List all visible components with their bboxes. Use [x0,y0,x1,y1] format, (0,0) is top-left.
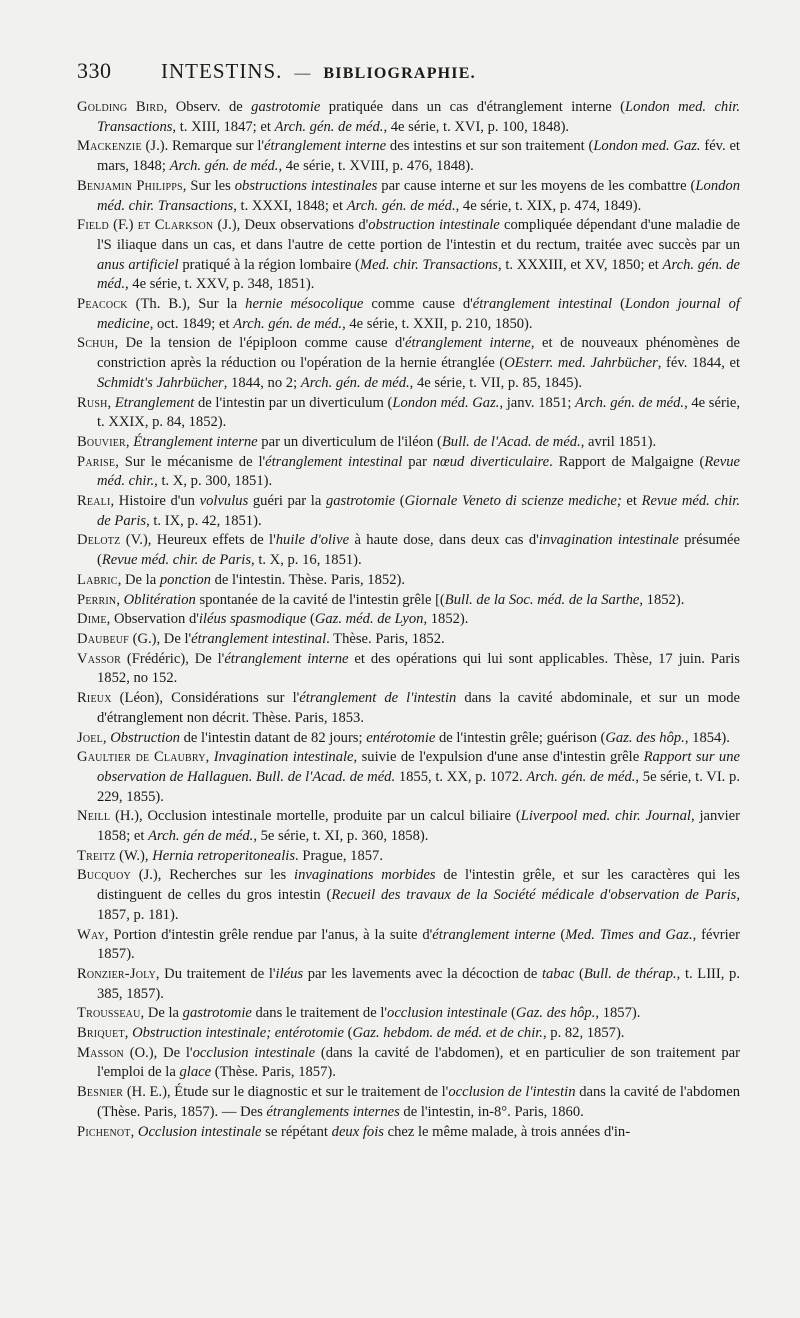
entry-author: Rieux [77,690,112,707]
entry-text: dans le traitement de l' [251,1005,388,1022]
entry-text: , 1852). [423,611,469,628]
bibliography-entry [77,610,740,630]
bibliography-entry [77,1024,740,1044]
entry-italic-text: Rapport sur une observation de Hallaguen. Bull. de l'Acad. de méd. [97,749,740,785]
entry-author: Parise [77,453,116,470]
entry-text: ( [574,965,584,982]
entry-author: Schuh [77,335,115,352]
entry-author: Daubeuf [77,630,129,647]
entry-italic-text: Gaz. hebdom. de méd. et de chir. [352,1025,543,1042]
entry-italic-text: Recueil des travaux de la Société médicale d'observation de Paris [331,887,737,904]
entry-text: de l'intestin, in-8°. Paris, 1860. [399,1103,584,1120]
entry-text: (Th. B.), Sur la [127,296,246,313]
running-title-main: INTESTINS. [161,59,283,83]
entry-text: , et de nouveaux phénomènes de constriction après la réduction ou l'opération de la hernie étranglée ( [97,335,740,372]
entry-italic-text: étranglement interne [404,335,531,352]
entry-text: (dans la cavité de l'abdomen), et en particulier de son traitement par l'emploi de la [97,1044,740,1081]
entry-author: Gaultier de Claubry [77,749,206,766]
bibliography-list [77,98,740,1142]
entry-text: , Observation d' [106,611,199,628]
entry-author: Reali [77,493,111,510]
bibliography-entry [77,866,740,925]
entry-author: Ronzier-Joly [77,965,156,982]
entry-text: , 4e série, t. XXIX, p. 84, 1852). [97,394,741,431]
entry-text: de l'intestin datant de 82 jours; [179,729,367,746]
entry-italic-text: Étranglement interne [133,433,258,450]
bibliography-entry [77,807,740,846]
entry-author: Mackenzie [77,138,142,155]
entry-text: , Sur les [182,177,235,194]
entry-author: Rush [77,394,108,411]
entry-italic-text: Arch. gén. de méd. [274,118,384,135]
bibliography-entry [77,689,740,728]
bibliography-entry [77,650,740,689]
entry-author: Perrin [77,591,117,608]
bibliography-entry [77,630,740,650]
entry-italic-text: occlusion intestinale [387,1005,508,1022]
bibliography-entry [77,433,740,453]
entry-italic-text: London méd. Gaz. [392,394,500,411]
bibliography-entry [77,334,740,393]
entry-italic-text: Revue méd. chir. de Paris [97,493,740,529]
running-header [77,58,740,98]
entry-text: des intestins et sur son traitement ( [386,138,594,155]
entry-text: , janvier 1858; et [97,808,740,845]
entry-italic-text: Giornale Veneto di scienze mediche; [404,493,622,510]
entry-italic-text: Occlusion intestinale [137,1123,262,1140]
entry-text: , [205,749,214,766]
entry-italic-text: Liverpool med. chir. Journal [520,808,691,825]
bibliography-entry [77,847,740,867]
entry-italic-text: Obstruction [110,729,180,746]
entry-text: , De la tension de l'épiploon comme cause d' [114,335,405,352]
entry-italic-text: étranglement intestinal [191,630,327,647]
entry-text: , avril 1851). [580,433,657,450]
entry-text: , t. X, p. 300, 1851). [154,473,273,490]
entry-italic-text: étranglement intestinal [265,453,403,470]
entry-italic-text: Gaz. méd. de Lyon [314,611,424,628]
entry-italic-text: Arch. gén. de méd. [300,374,410,391]
entry-author: Benjamin Philipps [77,177,183,194]
entry-italic-text: huile d'olive [275,532,350,549]
entry-text: dans la cavité de l'abdomen (Thèse. Paris, 1857). — Des [97,1084,740,1120]
entry-text: , [125,433,134,450]
bibliography-entry [77,591,740,611]
entry-text: , 5e série, t. XI, p. 360, 1858). [253,828,429,845]
entry-text: présumée ( [97,532,740,569]
entry-author: et Clarkson [137,217,214,234]
entry-text: ( [306,611,315,628]
entry-author: Bouvier [77,433,126,450]
entry-italic-text: Gaz. des hôp. [605,729,685,746]
entry-text: (H. E.), Étude sur le diagnostic et sur le traitement de l' [123,1084,449,1101]
bibliography-entry [77,216,740,295]
entry-author: Masson [77,1044,124,1061]
entry-italic-text: London journal of medicine [97,296,740,332]
entry-italic-text: Obstruction intestinale; entérotomie [132,1025,344,1042]
entry-italic-text: Bull. de la Soc. méd. de la Sarthe [444,591,640,608]
entry-text: , 1852). [639,591,685,608]
entry-text: , t. XXXIII, et XV, 1850; et [497,256,663,273]
entry-text: , De la [117,571,160,588]
entry-text: chez le même malade, à trois années d'in- [383,1123,631,1140]
bibliography-entry [77,531,740,570]
entry-text: , [116,591,124,608]
entry-text: , 4e série, t. XXV, p. 348, 1851). [124,276,315,293]
entry-text: (J.), Deux observations d' [213,217,369,234]
entry-text: , janv. 1851; [499,394,576,411]
bibliography-entry [77,965,740,1004]
entry-text: par un diverticulum de l'iléon ( [257,433,442,450]
entry-text: (J.). Remarque sur l' [141,138,265,155]
entry-text: et [621,493,642,510]
entry-italic-text: Med. chir. Transactions [359,256,498,273]
entry-italic-text: London med. Gaz. [593,138,701,155]
entry-text: et des opérations qui lui sont applicables. Thèse, 17 juin. Paris 1852, no 152. [97,650,740,687]
entry-italic-text: entérotomie [366,729,436,746]
entry-text: pratiqué à la région lombaire ( [178,256,360,273]
entry-italic-text: volvulus [199,493,249,510]
entry-author: Joel [77,729,103,746]
entry-text: , 1857). [595,1005,641,1022]
entry-author: Peacock [77,296,128,313]
entry-text: , [124,1025,133,1042]
entry-author: Neill [77,808,111,825]
bibliography-entry [77,1044,740,1083]
entry-italic-text: anus artificiel [97,256,179,273]
bibliography-entry [77,1123,740,1143]
entry-text: , Du traitement de l' [155,965,276,982]
entry-text: par les lavements avec la décoction de [303,965,542,982]
entry-italic-text: Arch. gén. de méd. [97,256,741,293]
page-number: 330 [77,58,112,83]
entry-text: , fév. 1844, et [657,355,741,372]
entry-author: Besnier [77,1084,124,1101]
entry-text: , 5e série, t. VI. p. 229, 1855). [97,768,740,805]
entry-text: , [130,1123,138,1140]
entry-italic-text: occlusion intestinale [192,1044,316,1061]
entry-italic-text: Invagination intestinale [213,749,354,766]
entry-text: , Sur le mécanisme de l' [115,453,266,470]
entry-italic-text: Bull. de thérap. [583,965,677,982]
entry-italic-text: obstructions intestinales [234,177,378,194]
entry-italic-text: Arch. gén. de méd. [169,158,279,175]
entry-text: compliquée dépendant d'une maladie de l'S iliaque dans un cas, et dans l'autre de cette portion de l'intestin et du rectum, traitée avec succès par un [97,217,740,253]
entry-text: , 4e série, t. XVI, p. 100, 1848). [383,118,570,135]
entry-text: ( [612,296,625,313]
bibliography-entry [77,748,740,807]
bibliography-entry [77,137,740,176]
entry-italic-text: Bull. de l'Acad. de méd. [441,433,581,450]
entry-author: Briquet [77,1025,125,1042]
entry-text: , Portion d'intestin grêle rendue par l'anus, à la suite d' [104,926,433,943]
entry-text: , 1857, p. 181). [97,887,740,923]
bibliography-entry [77,394,740,433]
entry-text: , t. XXXI, 1848; et [233,197,347,214]
entry-author: Treitz [77,847,116,864]
entry-text: (F.) [108,217,138,234]
bibliography-entry [77,177,740,216]
entry-italic-text: tabac [541,965,575,982]
entry-italic-text: nœud diverticulaire [432,453,550,470]
entry-italic-text: Med. Times and Gaz. [565,926,693,943]
entry-text: (Thèse. Paris, 1857). [211,1064,336,1081]
entry-text: guéri par la [248,493,326,510]
entry-text: , suivie de l'expulsion d'une anse d'intestin grêle [353,749,644,766]
entry-text: ( [395,493,405,510]
entry-text: (J.), Recherches sur les [130,867,295,884]
entry-text: par cause interne et sur les moyens de les combattre ( [377,177,696,194]
entry-text: , 4e série, t. VII, p. 85, 1845). [409,374,583,391]
bibliography-entry [77,1004,740,1024]
entry-italic-text: Revue méd. chir. de Paris [101,552,252,569]
entry-italic-text: glace [179,1064,212,1081]
entry-italic-text: étranglement interne [432,926,556,943]
entry-author: Delotz [77,532,121,549]
entry-text: à haute dose, dans deux cas d' [349,532,539,549]
entry-italic-text: deux fois [331,1123,384,1140]
entry-italic-text: gastrotomie [251,99,321,115]
entry-author: Way [77,926,105,943]
entry-text: , février 1857). [97,926,741,963]
entry-text: , t. IX, p. 42, 1851). [146,512,262,529]
entry-text: , p. 82, 1857). [542,1025,625,1042]
entry-text: , Observ. de [163,99,252,115]
entry-text: , 1854). [684,729,730,746]
entry-italic-text: étranglement intestinal [472,296,613,313]
entry-text: , t. LIII, p. 385, 1857). [97,965,740,1002]
entry-italic-text: gastrotomie [325,493,396,510]
entry-text: , [107,394,115,411]
entry-author: Dime [77,611,107,628]
entry-text: (O.), De l' [123,1044,193,1061]
entry-text: (W.), [115,847,153,864]
bibliography-entry [77,295,740,334]
bibliography-entry [77,1083,740,1122]
entry-text: (H.), Occlusion intestinale mortelle, produite par un calcul biliaire ( [110,808,521,825]
entry-author: Trousseau [77,1005,141,1022]
entry-italic-text: Gaz. des hôp. [515,1005,596,1022]
entry-text: comme cause d' [363,296,473,313]
entry-text: . Thèse. Paris, 1852. [326,630,445,647]
entry-text: (V.), Heureux effets de l' [120,532,276,549]
entry-text: de l'intestin grêle, et sur les caractères qui les distinguent de celles du gros intestin ( [97,867,740,904]
entry-text: ( [555,926,566,943]
entry-italic-text: ponction [159,571,211,588]
entry-text: 1855, t. XX, p. 1072. [395,768,527,785]
entry-text: . Prague, 1857. [295,847,383,864]
entry-italic-text: gastrotomie [182,1005,252,1022]
entry-author: Bucquoy [77,867,131,884]
entry-text: , De la [140,1005,183,1022]
entry-italic-text: étranglement interne [224,650,349,667]
entry-italic-text: Arch. gén. de méd. [575,394,685,411]
entry-text: de l'intestin grêle; guérison ( [435,729,606,746]
entry-text: , [102,729,111,746]
entry-text: pratiquée dans un cas d'étranglement interne ( [320,99,626,115]
entry-italic-text: Schmidt's Jahrbücher [97,374,224,391]
running-title-separator: — [294,65,312,82]
bibliography-entry [77,453,740,492]
bibliography-entry [77,926,740,965]
entry-text: , 4e série, t. XVIII, p. 476, 1848). [278,158,474,175]
entry-italic-text: Oblitération [123,591,196,608]
entry-text: par [402,453,433,470]
entry-italic-text: Hernia retroperitonealis [152,847,296,864]
entry-italic-text: invagination intestinale [538,532,679,549]
entry-text: (Frédéric), De l' [120,650,225,667]
entry-italic-text: Arch. gén. de méd. [526,768,636,785]
entry-text: ( [507,1005,516,1022]
entry-italic-text: iléus [275,965,304,982]
entry-text: , t. X, p. 16, 1851). [251,552,362,569]
entry-italic-text: invaginations morbides [294,867,436,884]
entry-text: . Rapport de Malgaigne ( [549,453,705,470]
entry-italic-text: London med. chir. Transactions [97,99,740,135]
entry-italic-text: étranglement interne [264,138,387,155]
running-title [161,59,476,84]
entry-text: , 1844, no 2; [223,374,301,391]
entry-text: spontanée de la cavité de l'intestin grêle [( [195,591,445,608]
entry-text: se répétant [261,1123,332,1140]
entry-italic-text: étranglements internes [266,1103,400,1120]
entry-text: de l'intestin par un diverticulum ( [194,394,393,411]
entry-italic-text: London méd. chir. Transactions [97,177,741,214]
entry-author: Golding Bird [77,99,164,115]
entry-italic-text: obstruction intestinale [368,217,500,234]
entry-text: , Histoire d'un [110,493,200,510]
entry-author: Pichenot [77,1123,131,1140]
running-title-sub: BIBLIOGRAPHIE. [323,65,476,82]
entry-text: ( [343,1025,353,1042]
entry-text: , 4e série, t. XXII, p. 210, 1850). [342,315,533,332]
entry-author: Vassor [77,650,121,667]
entry-italic-text: Etranglement [114,394,195,411]
entry-italic-text: Revue méd. chir. [97,453,740,490]
entry-italic-text: étranglement de l'intestin [299,690,457,707]
entry-text: , 4e série, t. XIX, p. 474, 1849). [455,197,642,214]
entry-text: de l'intestin. Thèse. Paris, 1852). [210,571,406,588]
entry-italic-text: iléus spasmodique [198,611,307,628]
entry-text: , t. XIII, 1847; et [172,118,275,135]
entry-italic-text: Arch. gén de méd. [148,828,254,845]
entry-text: (Léon), Considérations sur l' [111,690,300,707]
entry-italic-text: Arch. gén. de méd. [346,197,456,214]
bibliography-entry [77,98,740,137]
entry-text: dans la cavité abdominale, et sur un mode d'étranglement non décrit. Thèse. Paris, 1853. [97,690,741,726]
entry-italic-text: Arch. gén. de méd. [233,315,343,332]
entry-italic-text: hernie mésocolique [245,296,364,313]
entry-italic-text: occlusion de l'intestin [448,1084,576,1101]
entry-text: , oct. 1849; et [149,315,234,332]
bibliography-entry [77,492,740,531]
entry-author: Field [77,217,109,234]
entry-text: fév. et mars, 1848; [97,138,740,175]
entry-author: Labric [77,571,118,588]
bibliography-entry [77,729,740,749]
entry-italic-text: OEsterr. med. Jahrbücher [504,355,658,372]
bibliography-entry [77,571,740,591]
entry-text: (G.), De l' [128,630,192,647]
